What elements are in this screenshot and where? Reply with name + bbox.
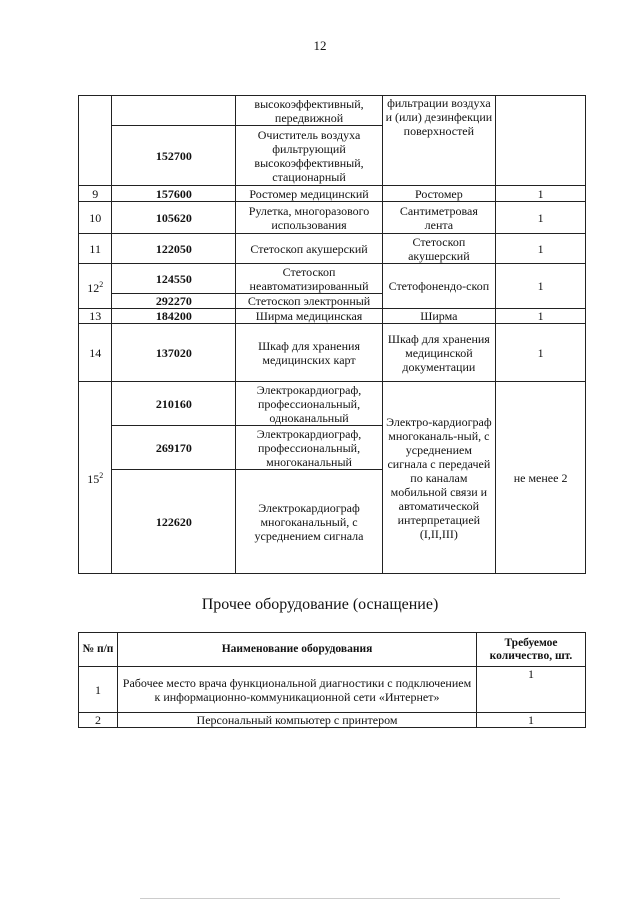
cell-qty: 1 [496,324,586,382]
table-row [79,713,586,728]
cell-num: 14 [79,324,112,382]
section-title: Прочее оборудование (оснащение) [201,596,439,613]
cell-name: Ростомер медицинский [236,186,382,202]
cell-num: 1 [79,667,118,713]
cell-type: Ширма [382,309,496,324]
page-number: 12 [313,38,327,53]
cell-num [79,96,112,186]
cell-code: 184200 [112,309,236,324]
cell-type: фильтрации воздуха и (или) дезинфекции поверхностей [382,96,496,186]
cell-code: 124550 [112,264,236,294]
cell-qty: 1 [496,234,586,264]
cell-qty: 1 [477,713,586,728]
equipment-table [78,95,586,574]
other-equipment-table [78,632,586,728]
cell-name: высокоэффективный, передвижной [236,96,382,126]
table-row [79,186,586,202]
cell-code: 269170 [112,426,236,470]
cell-name: Рулетка, многоразового использования [236,202,382,234]
page-edge-line [140,898,560,899]
cell-code: 122620 [112,470,236,574]
cell-code: 157600 [112,186,236,202]
cell-code [112,96,236,126]
cell-num: 2 [79,713,118,728]
table-header-row [79,633,586,667]
cell-code: 292270 [112,294,236,309]
header-name: Наименование оборудования [118,633,477,667]
cell-type: Стетоскоп акушерский [382,234,496,264]
cell-qty: 1 [496,264,586,309]
cell-name: Электрокардиограф, профессиональный, одноканальный [236,382,382,426]
table-row [79,324,586,382]
table-row [79,96,586,126]
cell-qty: 1 [496,309,586,324]
cell-name: Персональный компьютер с принтером [118,713,477,728]
header-num: № п/п [79,633,118,667]
cell-num: 11 [79,234,112,264]
cell-name: Стетоскоп неавтоматизированный [236,264,382,294]
cell-type: Электро-кардиограф многоканаль-ный, с усреднением сигнала с передачей по каналам мобильной связи и автоматической интерпретацией (I,II,III) [382,382,496,574]
cell-num: $15^2$ [79,382,112,574]
table-row [79,309,586,324]
cell-name: Стетоскоп электронный [236,294,382,309]
cell-code: 105620 [112,202,236,234]
table-row [79,234,586,264]
cell-name: Ширма медицинская [236,309,382,324]
cell-code: 152700 [112,126,236,186]
cell-code: 122050 [112,234,236,264]
cell-code: 210160 [112,382,236,426]
cell-num: 13 [79,309,112,324]
cell-type: Стетофонендо-скоп [382,264,496,309]
table-row [79,667,586,713]
cell-name: Электрокардиограф, профессиональный, многоканальный [236,426,382,470]
cell-qty: 1 [496,186,586,202]
cell-type: Сантиметровая лента [382,202,496,234]
table-row [79,202,586,234]
table-row [79,382,586,426]
cell-name: Стетоскоп акушерский [236,234,382,264]
cell-name: Электрокардиограф многоканальный, с усреднением сигнала [236,470,382,574]
cell-qty: 1 [477,667,586,713]
cell-qty: не менее 2 [496,382,586,574]
cell-name: Очиститель воздуха фильтрующий высокоэффективный, стационарный [236,126,382,186]
cell-num: 9 [79,186,112,202]
cell-qty: 1 [496,202,586,234]
cell-type: Ростомер [382,186,496,202]
cell-name: Шкаф для хранения медицинских карт [236,324,382,382]
cell-num: 10 [79,202,112,234]
cell-qty [496,96,586,186]
table-row [79,264,586,294]
cell-num: $12^2$ [79,264,112,309]
cell-type: Шкаф для хранения медицинской документации [382,324,496,382]
cell-code: 137020 [112,324,236,382]
cell-name: Рабочее место врача функциональной диагностики с подключением к информационно-коммуникационной сети «Интернет» [118,667,477,713]
header-qty: Требуемое количество, шт. [477,633,586,667]
